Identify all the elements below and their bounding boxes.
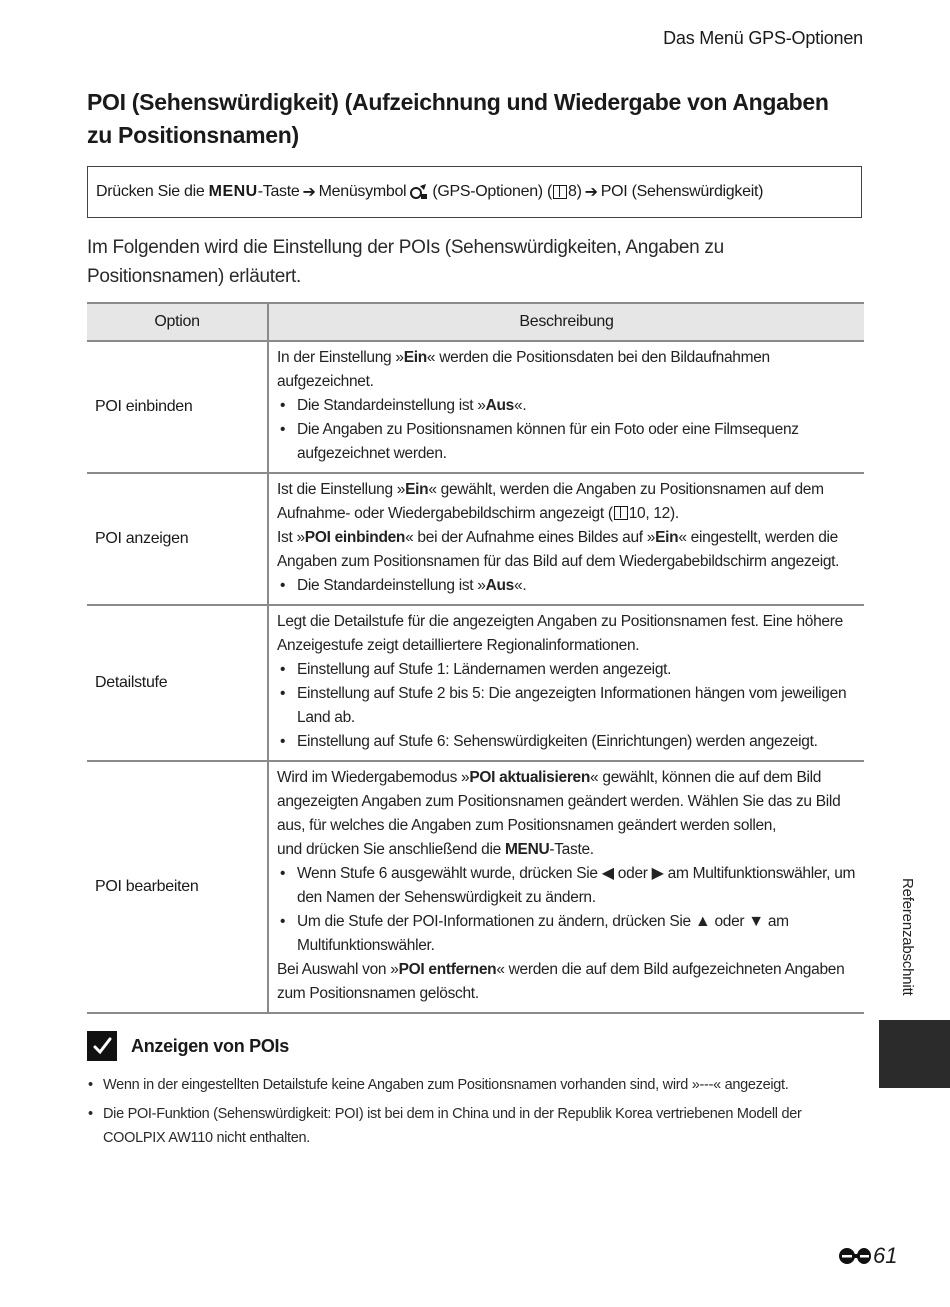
section-title: Das Menü GPS-Optionen [663, 28, 863, 48]
option-description: In der Einstellung »Ein« werden die Positionsdaten bei den Bildaufnahmen aufgezeichnet. • Die Standardeinstellung ist »Aus«. • Die Angaben zu Positionsnamen können für ein Foto oder eine Filmsequenz aufgezeichnet werden. [268, 341, 864, 473]
list-item: • Die Angaben zu Positionsnamen können für ein Foto oder eine Filmsequenz aufgezeichnet werden. [277, 418, 856, 466]
page-title: POI (Sehenswürdigkeit) (Aufzeichnung und Wiedergabe von Angaben zu Positionsnamen) [87, 89, 829, 148]
list-item: • Wenn in der eingestellten Detailstufe keine Angaben zum Positionsnamen vorhanden sind, wird »---« angezeigt. [87, 1073, 847, 1097]
option-name: Detailstufe [87, 605, 268, 761]
page-number: 61 [838, 1243, 897, 1269]
table-row [87, 605, 864, 761]
down-arrow-icon: ▼ [748, 913, 764, 930]
left-arrow-icon: ◀ [601, 865, 614, 882]
up-arrow-icon: ▲ [694, 913, 711, 930]
nav-gps-options: (GPS-Optionen) ( [432, 183, 553, 200]
reference-e-icon [838, 1246, 872, 1266]
navigation-path [87, 166, 862, 218]
section-tab [879, 1020, 950, 1088]
option-description: Ist die Einstellung »Ein« gewählt, werden die Angaben zu Positionsnamen auf dem Aufnahme- oder Wiedergabebildschirm angezeigt ( 10, 12). Ist »POI einbinden« bei der Aufnahme eines Bildes auf »Ein« eingestellt, werden die Angaben zum Positionsnamen für das Bild auf dem Wiedergabebildschirm angezeigt. • Die Standardeinstellung ist »Aus«. [268, 473, 864, 605]
note-title: Anzeigen von POIs [131, 1035, 289, 1056]
menu-key-label: MENU [208, 183, 258, 200]
nav-target: POI (Sehenswürdigkeit) [600, 183, 764, 200]
table-row [87, 761, 864, 1013]
book-icon [614, 506, 628, 520]
intro-text: Im Folgenden wird die Einstellung der POIs (Sehenswürdigkeiten, Angaben zu Positionsnamen) erläutert. [87, 237, 724, 287]
section-side-label: Referenzabschnitt [899, 878, 916, 996]
list-item: • Die Standardeinstellung ist »Aus«. [277, 574, 856, 598]
option-name: POI anzeigen [87, 473, 268, 605]
note-section [87, 1031, 847, 1155]
options-table [87, 302, 864, 1014]
list-item: • Wenn Stufe 6 ausgewählt wurde, drücken Sie ◀ oder ▶ am Multifunktionswähler, um den Namen der Sehenswürdigkeit zu ändern. [277, 862, 856, 910]
nav-page-ref: 8) [568, 183, 582, 200]
table-row [87, 473, 864, 605]
arrow-right-icon: ➔ [302, 184, 316, 201]
table-row [87, 341, 864, 473]
list-item: • Einstellung auf Stufe 2 bis 5: Die angezeigten Informationen hängen vom jeweiligen Land ab. [277, 682, 856, 730]
header-description: Beschreibung [268, 303, 864, 341]
option-name: POI einbinden [87, 341, 268, 473]
list-item: • Die POI-Funktion (Sehenswürdigkeit: POI) ist bei dem in China und in der Republik Korea vertriebenen Modell der COOLPIX AW110 nicht enthalten. [87, 1102, 847, 1150]
option-description: Legt die Detailstufe für die angezeigten Angaben zu Positionsnamen fest. Eine höhere Anzeigestufe zeigt detailliertere Regionalinformationen. • Einstellung auf Stufe 1: Ländernamen werden angezeigt. • Einstellung auf Stufe 2 bis 5: Die angezeigten Informationen hängen vom jeweiligen Land ab. • Einstellung auf Stufe 6: Sehenswürdigkeiten (Einrichtungen) werden angezeigt. [268, 605, 864, 761]
note-check-icon [87, 1031, 117, 1061]
menu-key-label: MENU [504, 841, 550, 858]
gps-menu-icon [409, 183, 429, 201]
header-option: Option [87, 303, 268, 341]
nav-key-suffix: -Taste [257, 183, 300, 200]
right-arrow-icon: ▶ [651, 865, 664, 882]
option-description: Wird im Wiedergabemodus »POI aktualisieren« gewählt, können die auf dem Bild angezeigten Angaben zum Positionsnamen geändert werden. Wählen Sie das zu Bild aus, für welches die Angaben zum Positionsnamen geändert werden sollen, und drücken Sie anschließend die MENU-Taste. • Wenn Stufe 6 ausgewählt wurde, drücken Sie ◀ oder ▶ am Multifunktionswähler, um den Namen der Sehenswürdigkeit zu ändern. • Um die Stufe der POI-Informationen zu ändern, drücken Sie ▲ oder ▼ am Multifunktionswähler. Bei Auswahl von »POI entfernen« werden die auf dem Bild aufgezeichneten Angaben zum Positionsnamen gelöscht. [268, 761, 864, 1013]
book-icon [553, 185, 567, 199]
nav-press: Drücken Sie die [96, 183, 205, 200]
list-item: • Um die Stufe der POI-Informationen zu ändern, drücken Sie ▲ oder ▼ am Multifunktionswähler. [277, 910, 856, 958]
option-name: POI bearbeiten [87, 761, 268, 1013]
list-item: • Einstellung auf Stufe 6: Sehenswürdigkeiten (Einrichtungen) werden angezeigt. [277, 730, 856, 754]
list-item: • Einstellung auf Stufe 1: Ländernamen werden angezeigt. [277, 658, 856, 682]
list-item: • Die Standardeinstellung ist »Aus«. [277, 394, 856, 418]
nav-menu-symbol: Menüsymbol [318, 183, 407, 200]
arrow-right-icon: ➔ [584, 184, 598, 201]
